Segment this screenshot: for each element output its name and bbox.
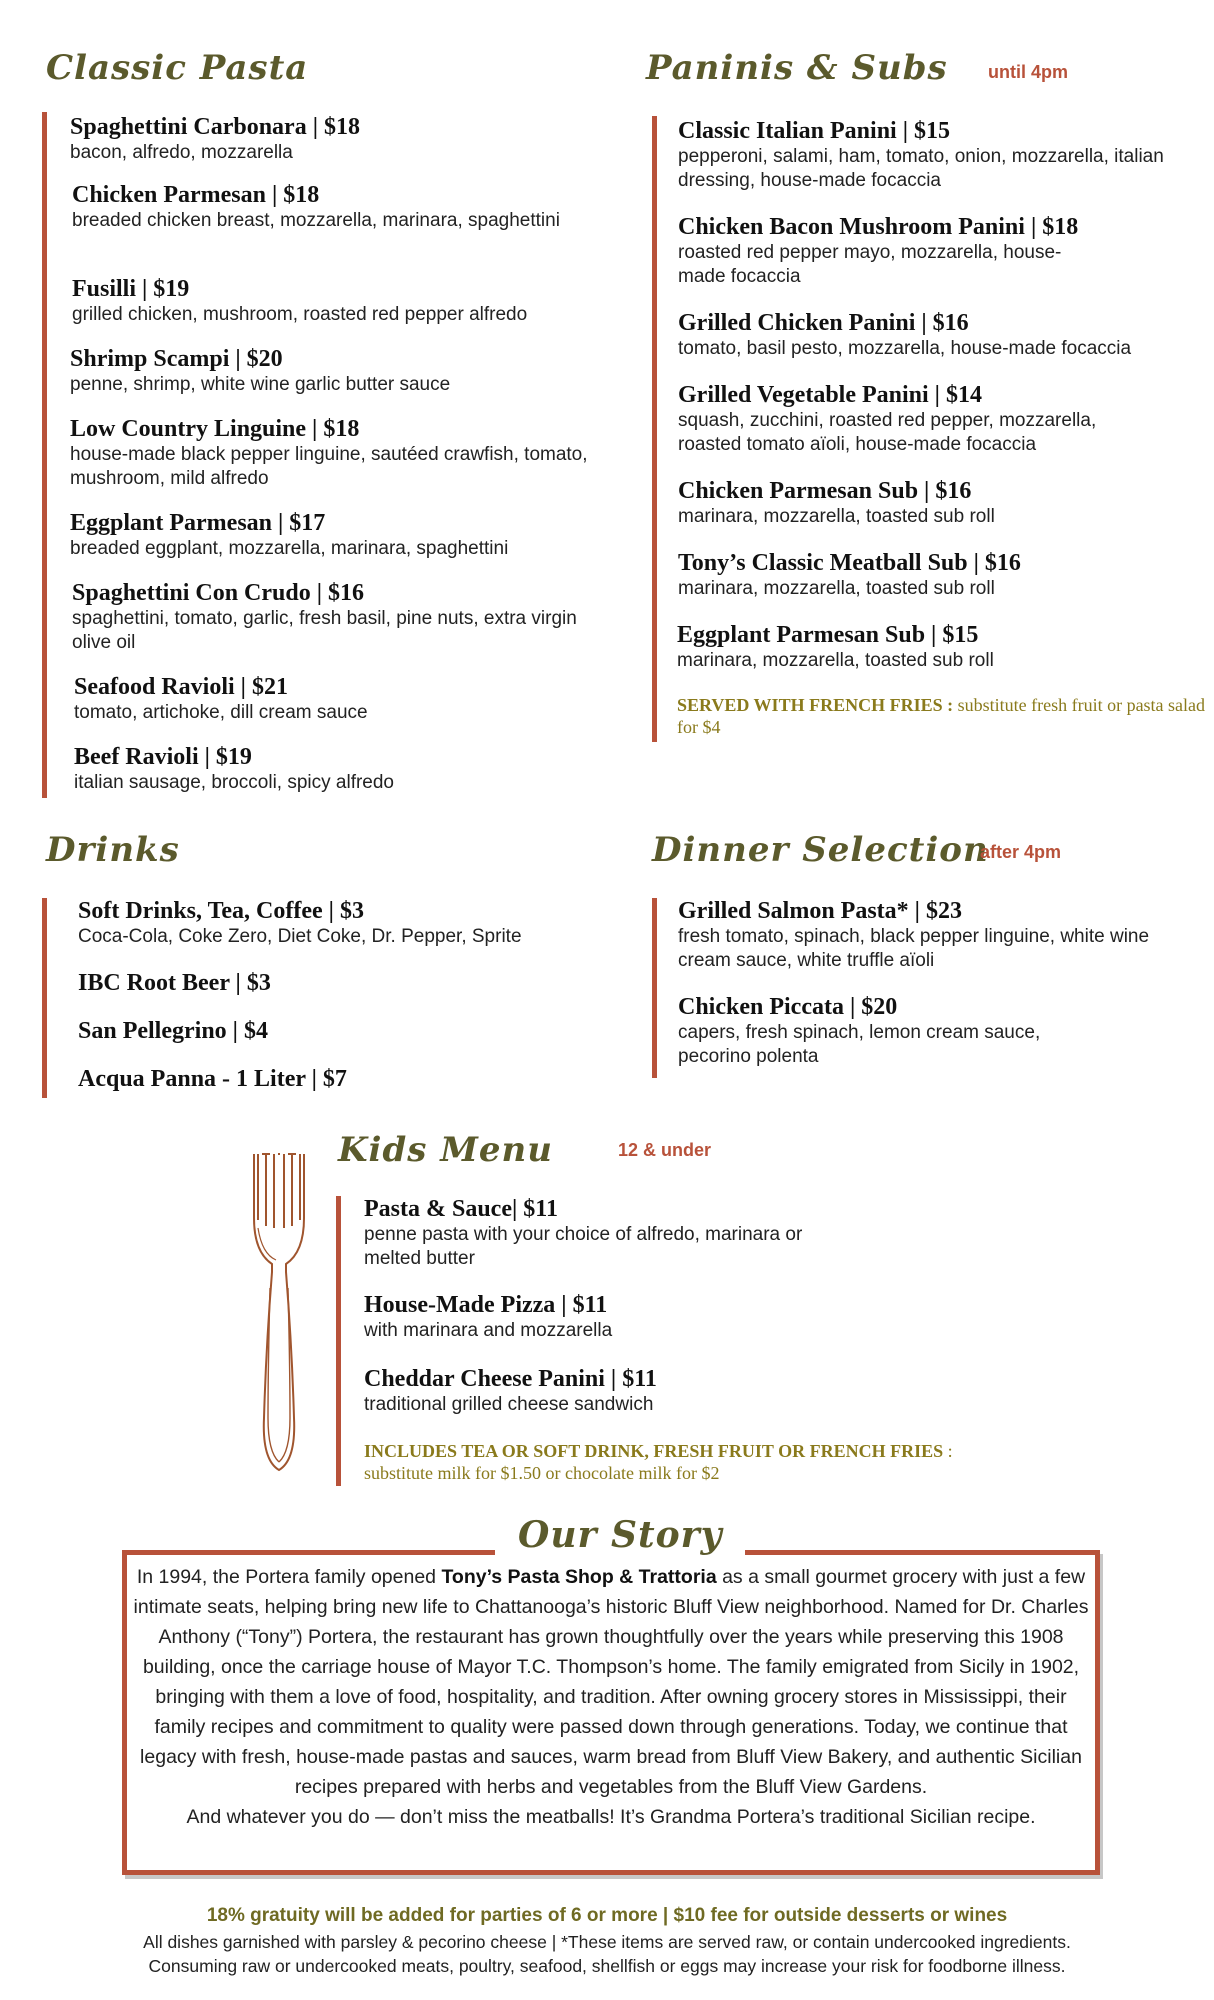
menu-item bbox=[72, 580, 592, 655]
menu-item bbox=[364, 1196, 864, 1271]
item-desc: Coca-Cola, Coke Zero, Diet Coke, Dr. Pepper, Sprite bbox=[78, 926, 522, 947]
menu-item bbox=[678, 214, 1078, 289]
item-desc: house-made black pepper linguine, sautéed crawfish, tomato, mushroom, mild alfredo bbox=[70, 444, 588, 489]
menu-item bbox=[78, 898, 522, 949]
item-name: Grilled Salmon Pasta* | $23 bbox=[678, 898, 962, 924]
item-name: San Pellegrino | $4 bbox=[78, 1018, 268, 1044]
item-desc: pepperoni, salami, ham, tomato, onion, mozzarella, italian dressing, house-made focaccia bbox=[678, 146, 1164, 191]
item-desc: capers, fresh spinach, lemon cream sauce, pecorino polenta bbox=[678, 1022, 1041, 1067]
menu-item bbox=[70, 510, 508, 561]
item-name: Chicken Bacon Mushroom Panini | $18 bbox=[678, 214, 1079, 240]
item-name: Fusilli | $19 bbox=[72, 276, 190, 302]
paninis-bar bbox=[652, 116, 657, 742]
item-name: Classic Italian Panini | $15 bbox=[678, 118, 950, 144]
kids-bar bbox=[336, 1196, 341, 1486]
menu-item bbox=[678, 898, 1158, 973]
kids-includes-note bbox=[364, 1440, 984, 1484]
menu-item bbox=[678, 550, 1021, 601]
menu-item bbox=[70, 346, 450, 397]
story-title: Our Story bbox=[518, 1514, 723, 1556]
story-p1-a: In 1994, the Portera family opened bbox=[136, 1566, 442, 1588]
menu-item bbox=[78, 1018, 268, 1045]
menu-item bbox=[678, 994, 1118, 1069]
item-desc: penne, shrimp, white wine garlic butter sauce bbox=[70, 374, 451, 395]
menu-item bbox=[78, 970, 271, 997]
item-name: IBC Root Beer | $3 bbox=[78, 970, 271, 996]
story-p1-b: as a small gourmet grocery with just a few intimate seats, helping bring new life to Chattanooga’s historic Bluff View neighborhood. Named for Dr. Charles Anthony (“Tony”) Portera, the restaurant has grown thoughtfully over the years while preserving this 1908 building, once the carriage house of Mayor T.C. Thompson’s home. The family emigrated from Sicily in 1902, bringing with them a love of food, hospitality, and tradition. After owning grocery stores in Mississippi, their family recipes and commitment to quality were passed down through generations. Today, we continue that legacy with fresh, house-made pastas and sauces, warm bread from Bluff View Bakery, and authentic Sicilian recipes prepared with herbs and vegetables from the Bluff View Gardens. bbox=[133, 1566, 1089, 1798]
served-with-rest: substitute fresh fruit or pasta salad for $4 bbox=[677, 695, 1206, 737]
menu-item bbox=[678, 118, 1208, 193]
drinks-bar bbox=[42, 898, 47, 1098]
item-desc: breaded chicken breast, mozzarella, marinara, spaghettini bbox=[72, 210, 560, 231]
item-name: Eggplant Parmesan | $17 bbox=[70, 510, 326, 536]
classic-pasta-title: Classic Pasta bbox=[46, 48, 309, 88]
menu-item bbox=[74, 744, 394, 795]
story-restaurant-name: Tony’s Pasta Shop & Trattoria bbox=[441, 1566, 717, 1588]
drinks-title: Drinks bbox=[46, 830, 180, 870]
footer-warning: Consuming raw or undercooked meats, poultry, seafood, shellfish or eggs may increase your risk for foodborne illness. bbox=[148, 1956, 1066, 1976]
menu-item bbox=[74, 674, 368, 725]
item-desc: traditional grilled cheese sandwich bbox=[364, 1394, 654, 1415]
menu-item bbox=[364, 1366, 657, 1417]
menu-item bbox=[72, 182, 592, 233]
item-name: Pasta & Sauce| $11 bbox=[364, 1196, 558, 1222]
item-name: Soft Drinks, Tea, Coffee | $3 bbox=[78, 898, 364, 924]
menu-item bbox=[678, 382, 1158, 457]
item-name: Acqua Panna - 1 Liter | $7 bbox=[78, 1066, 347, 1092]
fork-icon bbox=[248, 1148, 310, 1478]
item-desc: bacon, alfredo, mozzarella bbox=[70, 142, 293, 163]
menu-item bbox=[70, 114, 360, 165]
item-name: Shrimp Scampi | $20 bbox=[70, 346, 283, 372]
item-name: Grilled Chicken Panini | $16 bbox=[678, 310, 969, 336]
item-name: Chicken Piccata | $20 bbox=[678, 994, 898, 1020]
item-name: House-Made Pizza | $11 bbox=[364, 1292, 608, 1318]
served-with-note bbox=[677, 694, 1212, 738]
item-desc: marinara, mozzarella, toasted sub roll bbox=[678, 578, 995, 599]
item-name: Seafood Ravioli | $21 bbox=[74, 674, 288, 700]
item-desc: penne pasta with your choice of alfredo, marinara or melted butter bbox=[364, 1224, 803, 1269]
item-desc: marinara, mozzarella, toasted sub roll bbox=[678, 506, 995, 527]
item-desc: squash, zucchini, roasted red pepper, mozzarella, roasted tomato aïoli, house-made focaccia bbox=[678, 410, 1097, 455]
item-desc: spaghettini, tomato, garlic, fresh basil, pine nuts, extra virgin olive oil bbox=[72, 608, 577, 653]
menu-item bbox=[364, 1292, 612, 1343]
menu-item bbox=[677, 622, 994, 673]
item-name: Cheddar Cheese Panini | $11 bbox=[364, 1366, 657, 1392]
item-name: Spaghettini Con Crudo | $16 bbox=[72, 580, 365, 606]
item-name: Chicken Parmesan Sub | $16 bbox=[678, 478, 972, 504]
item-desc: grilled chicken, mushroom, roasted red pepper alfredo bbox=[72, 304, 528, 325]
item-desc: tomato, artichoke, dill cream sauce bbox=[74, 702, 368, 723]
footer-garnish: All dishes garnished with parsley & pecorino cheese | *These items are served raw, or contain undercooked ingredients. bbox=[143, 1932, 1071, 1952]
item-name: Beef Ravioli | $19 bbox=[74, 744, 252, 770]
item-name: Low Country Linguine | $18 bbox=[70, 416, 360, 442]
kids-title: Kids Menu bbox=[338, 1130, 553, 1170]
menu-item bbox=[72, 276, 527, 327]
item-name: Tony’s Classic Meatball Sub | $16 bbox=[678, 550, 1021, 576]
menu-item bbox=[78, 1066, 347, 1093]
paninis-title: Paninis & Subs bbox=[646, 48, 948, 88]
kids-note: 12 & under bbox=[618, 1140, 712, 1160]
item-desc: breaded eggplant, mozzarella, marinara, spaghettini bbox=[70, 538, 509, 559]
menu-item bbox=[70, 416, 630, 491]
kids-includes-rest: : substitute milk for $1.50 or chocolate milk for $2 bbox=[364, 1441, 953, 1483]
item-desc: with marinara and mozzarella bbox=[364, 1320, 613, 1341]
served-with-bold: SERVED WITH FRENCH FRIES : bbox=[677, 695, 954, 715]
story-text bbox=[130, 1562, 1092, 1832]
dinner-bar bbox=[652, 898, 657, 1078]
item-name: Spaghettini Carbonara | $18 bbox=[70, 114, 360, 140]
footer-gratuity: 18% gratuity will be added for parties of 6 or more | $10 fee for outside desserts or wines bbox=[206, 1905, 1008, 1926]
menu-item bbox=[678, 478, 995, 529]
item-name: Chicken Parmesan | $18 bbox=[72, 182, 320, 208]
item-name: Grilled Vegetable Panini | $14 bbox=[678, 382, 982, 408]
item-desc: fresh tomato, spinach, black pepper linguine, white wine cream sauce, white truffle aïoli bbox=[678, 926, 1150, 971]
item-desc: roasted red pepper mayo, mozzarella, house-made focaccia bbox=[678, 242, 1062, 287]
item-desc: tomato, basil pesto, mozzarella, house-made focaccia bbox=[678, 338, 1132, 359]
paninis-note: until 4pm bbox=[988, 62, 1068, 82]
classic-pasta-bar bbox=[42, 112, 47, 798]
kids-includes-bold: INCLUDES TEA OR SOFT DRINK, FRESH FRUIT OR FRENCH FRIES bbox=[364, 1441, 944, 1461]
dinner-note: after 4pm bbox=[980, 842, 1062, 862]
item-desc: italian sausage, broccoli, spicy alfredo bbox=[74, 772, 395, 793]
item-desc: marinara, mozzarella, toasted sub roll bbox=[677, 650, 994, 671]
item-name: Eggplant Parmesan Sub | $15 bbox=[677, 622, 979, 648]
dinner-title: Dinner Selection bbox=[652, 830, 989, 870]
menu-item bbox=[678, 310, 1131, 361]
story-p2: And whatever you do — don’t miss the meatballs! It’s Grandma Portera’s traditional Sicilian recipe. bbox=[186, 1806, 1036, 1828]
